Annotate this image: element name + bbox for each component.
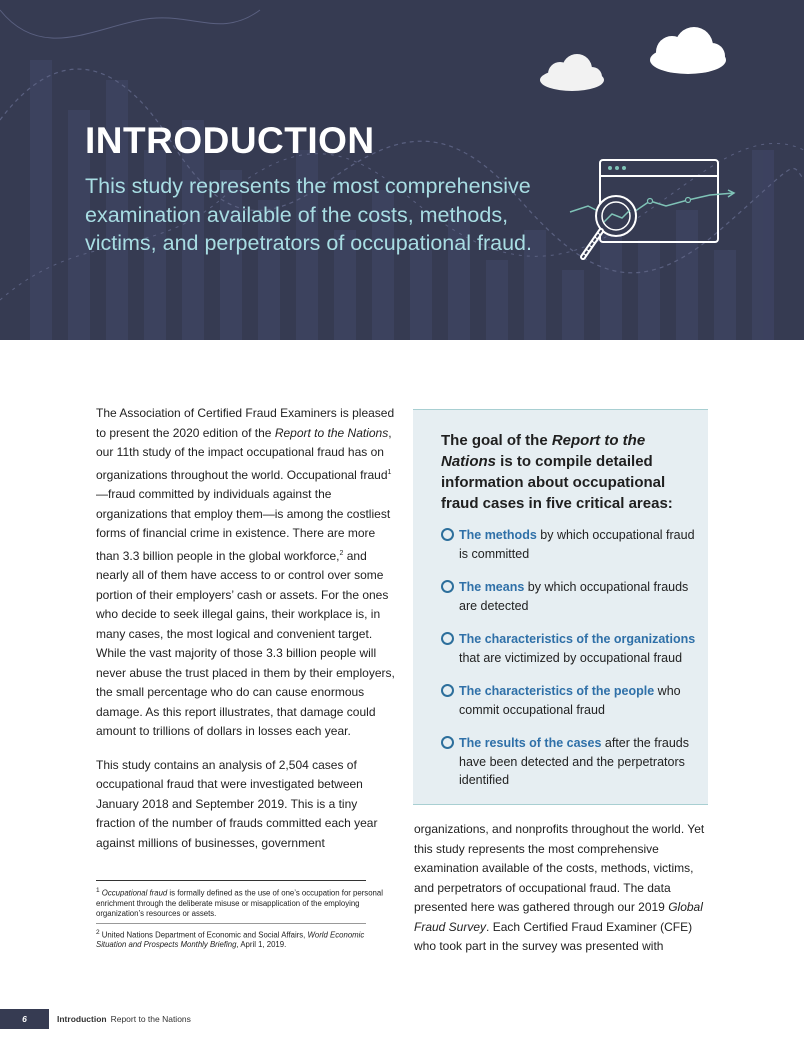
goals-callout-box (413, 409, 708, 805)
page-subtitle: This study represents the most comprehensive examination available of the costs, methods, victims, and perpetrators of occupational fraud. (85, 174, 532, 255)
hero-banner (0, 0, 804, 340)
cloud-icon (540, 54, 604, 91)
circle-bullet-icon (441, 736, 454, 749)
list-item: The methods by which occupational fraud is committed (441, 526, 701, 563)
circle-bullet-icon (441, 684, 454, 697)
body-paragraph: The Association of Certified Fraud Examiners is pleased to present the 2020 edition of the Report to the Nations, our 11th study of the impact occupational fraud has on organizations throughout the world. Occupational fraud$^1$—fraud committed by individuals against the organizations that employ them—is among the costliest forms of financial crime in existence. There are more than 3.3 billion people in the global workforce,$^2$ and nearly all of them have access to or control over some portion of their employers’ cash or assets. For the ones who decide to seek illegal gains, their workplace is, in many cases, the most logical and convenient target. While the vast majority of those 3.3 billion people will never abuse the trust placed in them by their employers, the small percentage who do can cause enormous damage. As this report illustrates, that damage could amount to trillions of dollars in losses each year. (96, 406, 395, 738)
critical-areas-list (441, 526, 701, 805)
magnifying-glass-icon (583, 196, 636, 257)
page-footer (0, 1009, 804, 1029)
page-title: INTRODUCTION (85, 120, 375, 161)
footnote-2: $^2$ United Nations Department of Economic and Social Affairs, World Economic Situation and Prospects Monthly Briefing, April 1, 2019. (96, 928, 365, 950)
body-column-left (96, 404, 396, 867)
page-number: 6 (0, 1009, 49, 1029)
list-item: The characteristics of the people who commit occupational fraud (441, 682, 701, 719)
running-footer: Introduction Report to the Nations (57, 1014, 191, 1024)
cloud-icon (650, 27, 726, 74)
footnote-separator (96, 923, 366, 924)
trend-line-icon (570, 193, 734, 216)
footnote-1: $^1$ Occupational fraud is formally defined as the use of one’s occupation for personal enrichment through the deliberate misuse or misapplication of the employing organization’s resources or assets. (96, 887, 383, 918)
circle-bullet-icon (441, 528, 454, 541)
list-item: The characteristics of the organizations that are victimized by occupational fraud (441, 630, 701, 667)
list-item: The results of the cases after the frauds have been detected and the perpetrators identified (441, 734, 701, 790)
footnotes (96, 886, 386, 954)
callout-heading: The goal of the Report to the Nations is to compile detailed information about occupational fraud cases in five critical areas: (441, 432, 673, 512)
footnote-divider (96, 880, 366, 881)
circle-bullet-icon (441, 580, 454, 593)
circle-bullet-icon (441, 632, 454, 645)
body-paragraph: organizations, and nonprofits throughout the world. Yet this study represents the most comprehensive examination available of the costs, methods, victims, and perpetrators of occupational fraud. The data presented here was gathered through our 2019 Global Fraud Survey. Each Certified Fraud Examiner (CFE) who took part in the survey was presented with (414, 822, 705, 953)
body-paragraph: This study contains an analysis of 2,504 cases of occupational fraud that were investigated between January 2018 and September 2019. This is a tiny fraction of the number of frauds committed each year against millions of businesses, government (96, 757, 378, 850)
magnifier-browser-illustration (0, 0, 804, 340)
list-item: The means by which occupational frauds are detected (441, 578, 701, 615)
body-column-right (414, 820, 714, 957)
